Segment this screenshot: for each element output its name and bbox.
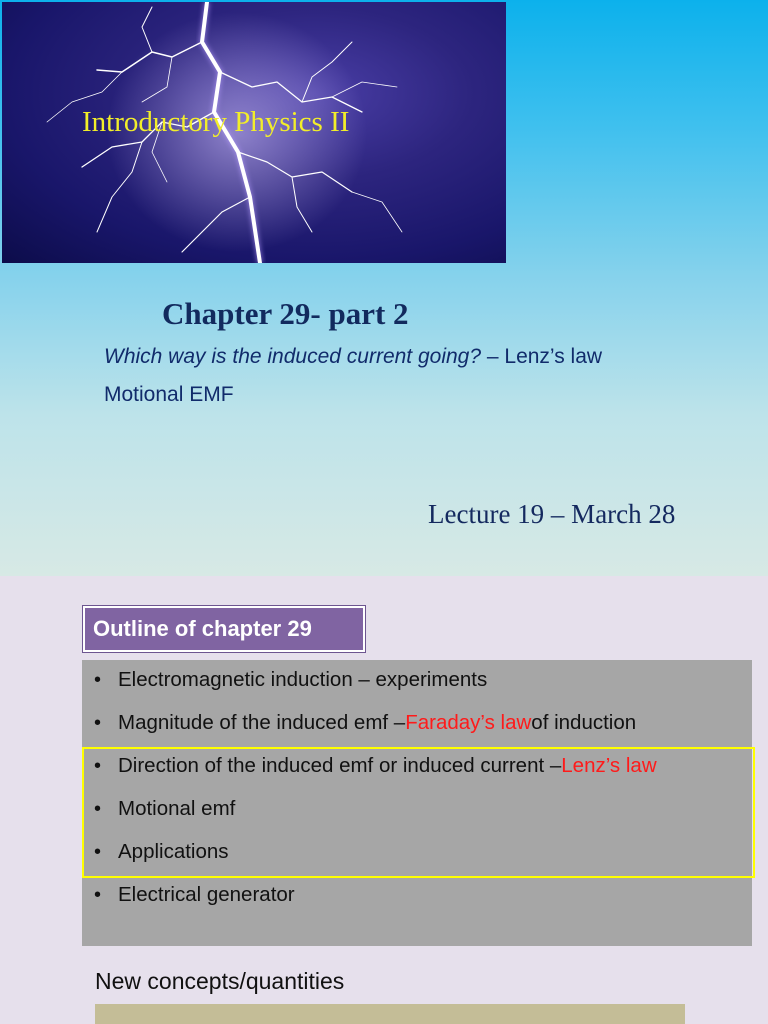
bullet-icon: • [94,884,102,906]
outline-item-highlight: Faraday’s law [405,711,532,734]
question-suffix: – Lenz’s law [481,345,603,368]
lightning-banner [2,2,506,263]
bullet-icon: • [94,712,102,734]
outline-list [82,660,752,946]
outline-item-text: Electromagnetic induction – experiments [118,668,488,691]
outline-item [94,711,636,735]
new-concepts-box [95,1004,685,1024]
outline-item-text: Magnitude of the induced emf – [118,711,406,734]
chapter-title: Chapter 29- part 2 [162,296,409,331]
outline-item [94,797,235,821]
new-concepts-heading: New concepts/quantities [95,968,345,994]
bullet-icon: • [94,841,102,863]
outline-heading: Outline of chapter 29 [83,606,365,652]
subtitle-motional-emf: Motional EMF [104,383,234,406]
outline-item-highlight: Lenz’s law [561,754,657,777]
question-text: Which way is the induced current going? [104,345,482,368]
outline-item-text-after: of induction [531,711,637,734]
outline-item [94,668,487,692]
bullet-icon: • [94,755,102,777]
outline-item-text: Motional emf [118,797,236,820]
outline-slide [0,576,768,1024]
subtitle-question [104,345,602,369]
bullet-icon: • [94,669,102,691]
outline-item-text: Direction of the induced emf or induced current – [118,754,562,777]
outline-item-text: Electrical generator [118,883,295,906]
outline-item [94,754,657,778]
banner-title: Introductory Physics II [82,106,350,138]
lecture-date: Lecture 19 – March 28 [428,499,676,529]
bullet-icon: • [94,798,102,820]
outline-item [94,883,295,907]
outline-item [94,840,229,864]
outline-item-text: Applications [118,840,229,863]
